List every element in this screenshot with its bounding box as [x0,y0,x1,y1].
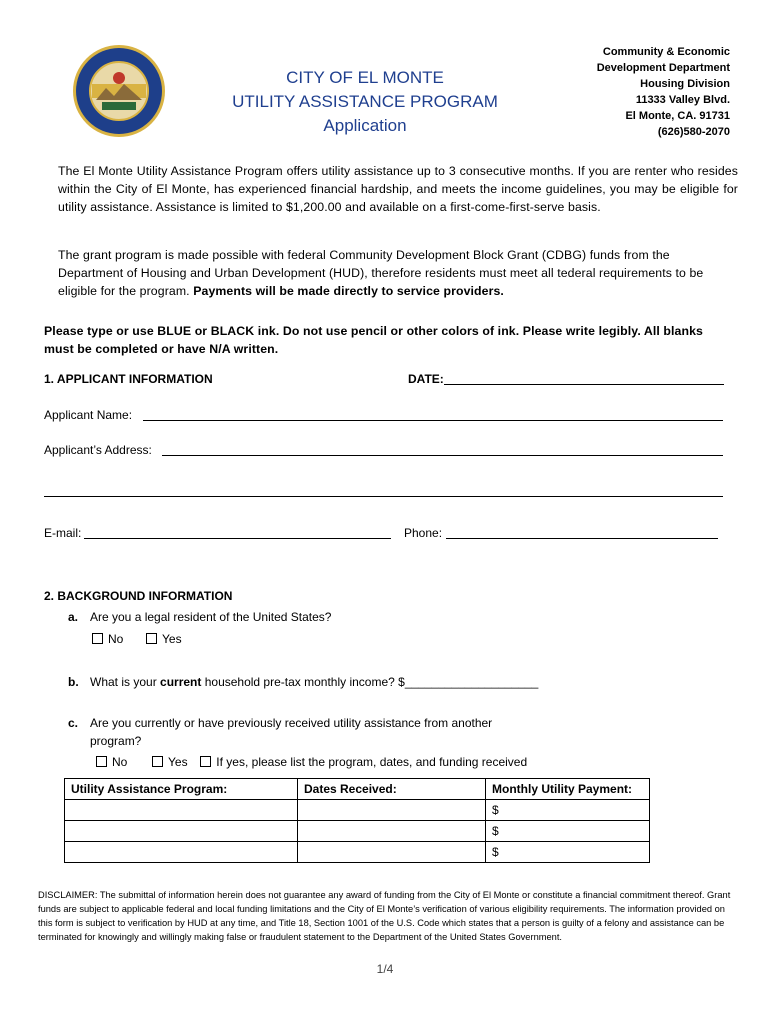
contact-line: Housing Division [640,78,730,90]
contact-line: El Monte, CA. 91731 [625,110,730,122]
table-header: Monthly Utility Payment: [486,779,650,800]
applicant-name-field[interactable] [143,420,723,421]
table-row [65,821,650,842]
table-cell[interactable]: $ [486,842,650,863]
phone-field[interactable] [446,538,718,539]
title-city: CITY OF EL MONTE [286,68,444,87]
table-cell[interactable] [298,800,486,821]
applicant-name-label: Applicant Name: [44,408,133,422]
table-header-row [65,779,650,800]
question-c-marker: c. [68,716,79,730]
grant-text: The grant program is made possible with federal Community Development Block Grant (CDBG) funds from the Department of Housing and Urban Development (HUD), therefore residents must meet all tederal requirements to be eligible for the program. [58,248,704,298]
ink-instructions: Please type or use BLUE or BLACK ink. Do not use pencil or other colors of ink. Please write legibly. All blanks must be completed or have N/A written. [44,324,703,356]
intro-paragraph: The El Monte Utility Assistance Program offers utility assistance up to 3 consecutive months. If you are renter who resides within the City of El Monte, has experienced financial hardship, and meets the income guidelines, you may be eligible for utility assistance. Assistance is limited to $1,200.00 and available on a first-come-first-serve basis. [58,164,738,214]
if-yes-checkbox[interactable] [200,756,211,767]
table-cell[interactable]: $ [486,821,650,842]
grant-paragraph [58,246,718,300]
table-cell[interactable]: $ [486,800,650,821]
applicant-address-field[interactable] [162,455,723,456]
no-checkbox[interactable] [96,756,107,767]
table-cell[interactable] [65,800,298,821]
yes-label: Yes [168,755,188,769]
question-a-options [92,632,182,646]
title-application: Application [323,116,407,135]
question-b-marker: b. [68,675,79,689]
contact-line: Community & Economic [602,46,730,58]
applicant-address-field-line2[interactable] [44,496,723,497]
yes-checkbox[interactable] [152,756,163,767]
table-cell[interactable] [65,842,298,863]
phone-label: Phone: [404,526,443,540]
no-checkbox[interactable] [92,633,103,644]
if-yes-label: If yes, please list the program, dates, and funding received [216,755,528,769]
payment-note: Payments will be made directly to service providers. [193,284,504,298]
contact-line: 11333 Valley Blvd. [635,94,730,106]
question-a-marker: a. [68,610,79,624]
section-2-heading: 2. BACKGROUND INFORMATION [44,589,233,603]
question-b-income-field[interactable]: household pre-tax monthly income? $____________________ [204,675,539,689]
assistance-table [64,778,650,863]
question-c-text-2: program? [90,734,142,748]
question-b-text [90,675,538,689]
contact-line: Development Department [596,62,730,74]
table-header: Dates Received: [298,779,486,800]
contact-phone: (626)580-2070 [657,126,730,138]
table-cell[interactable] [65,821,298,842]
city-seal-logo [72,44,166,138]
question-b-pre: What is your [90,675,157,689]
question-b-current: current [160,675,202,689]
table-row [65,800,650,821]
title-program: UTILITY ASSISTANCE PROGRAM [232,92,498,111]
department-contact [597,44,730,140]
page-number: 1/4 [376,962,394,976]
date-field[interactable] [444,384,724,385]
table-row [65,842,650,863]
table-cell[interactable] [298,821,486,842]
yes-checkbox[interactable] [146,633,157,644]
question-a-text: Are you a legal resident of the United States? [90,610,332,624]
table-header: Utility Assistance Program: [65,779,298,800]
document-title [200,66,530,138]
email-field[interactable] [84,538,391,539]
yes-label: Yes [162,632,182,646]
date-label: DATE: [408,372,444,386]
table-cell[interactable] [298,842,486,863]
question-c-options [96,755,527,769]
email-label: E-mail: [44,526,82,540]
applicant-address-label: Applicant’s Address: [44,443,152,457]
question-c-text-1: Are you currently or have previously received utility assistance from another [90,716,493,730]
no-label: No [108,632,124,646]
section-1-heading: 1. APPLICANT INFORMATION [44,372,213,386]
no-label: No [112,755,128,769]
disclaimer: DISCLAIMER: The submittal of information herein does not guarantee any award of funding from the City of El Monte or constitute a financial commitment thereof. Grant funds are subject to applicable federal and local funding limitations and the City of El Monte’s verification of various eligibility requirements. The information provided on this form is subject to verification by HUD at any time, and Title 18, Section 1001 of the U.S. Code which states that a person is guilty of a felony and assistance can be terminated for knowingly and willingly making false or fraudulent statement to the Department of the United States Government. [38,890,731,942]
